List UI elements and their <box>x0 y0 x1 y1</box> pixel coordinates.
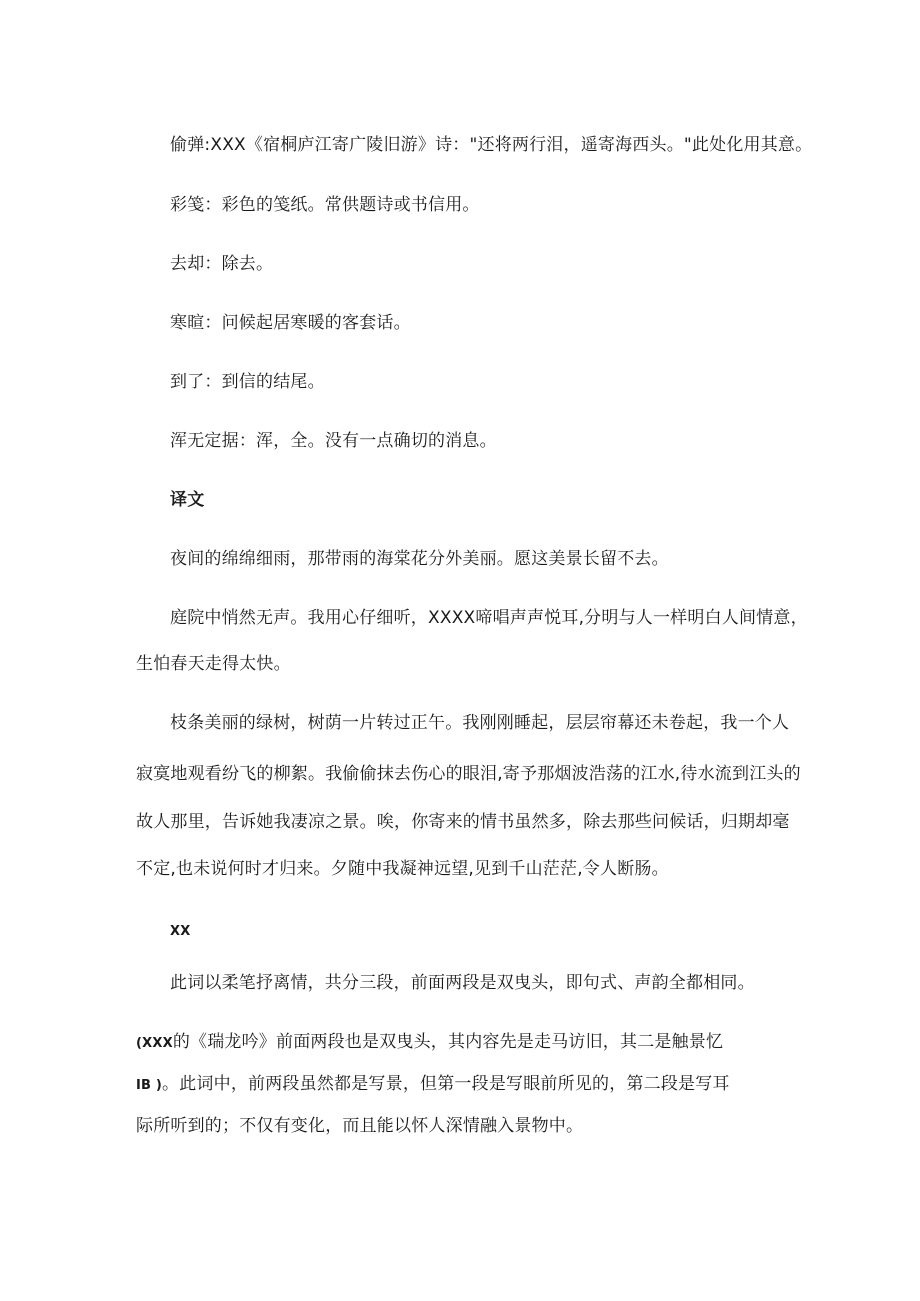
translation-heading: 译文 <box>170 490 205 510</box>
translation-paragraph-3-line-3: 故人那里，告诉她我凄凉之景。唉，你寄来的情书虽然多，除去那些问候话，归期却毫 <box>136 812 790 832</box>
appreciation-heading: XX <box>170 924 191 939</box>
note-daole: 到了：到信的结尾。 <box>170 372 325 392</box>
note-explanation: 除去。 <box>221 254 274 274</box>
author-placeholder: (XXX <box>136 1036 173 1051</box>
note-hanxuan: 寒暄：问候起居寒暖的客套话。 <box>170 313 411 333</box>
note-explanation: 问候起居寒暖的客套话。 <box>221 313 411 333</box>
translation-paragraph-1: 夜间的绵绵细雨，那带雨的海棠花分外美丽。愿这美景长留不去。 <box>170 549 669 569</box>
line-text: 的《瑞龙吟》前面两段也是双曳头，其内容先是走马访旧，其二是触景忆 <box>172 1032 724 1052</box>
appreciation-paragraph-1: 此词以柔笔抒离情，共分三段，前面两段是双曳头，即句式、声韵全都相同。 <box>170 973 755 993</box>
note-term: 偷弹 <box>170 135 205 155</box>
note-explanation: 浑，全。没有一点确切的消息。 <box>256 431 497 451</box>
translation-paragraph-3-line-1: 枝条美丽的绿树，树荫一片转过正午。我刚刚睡起，层层帘幕还未卷起，我一个人 <box>170 713 790 733</box>
note-term: 浑无定据 <box>170 431 239 451</box>
note-toudan: 偷弹:XXX《宿桐庐江寄广陵旧游》诗："还将两行泪，遥寄海西头。"此处化用其意。 <box>170 135 813 155</box>
translation-paragraph-3-line-2: 寂寞地观看纷飞的柳絮。我偷偷抹去伤心的眼泪,寄予那烟波浩荡的江水,待水流到江头的 <box>136 764 801 784</box>
note-caijian: 彩笺：彩色的笺纸。常供题诗或书信用。 <box>170 195 480 215</box>
appreciation-paragraph-2-line-1 <box>136 1030 723 1056</box>
note-term: 到了 <box>170 372 205 392</box>
appreciation-paragraph-2-line-2 <box>136 1072 730 1098</box>
note-term: 彩笺 <box>170 195 205 215</box>
note-explanation: 彩色的笺纸。常供题诗或书信用。 <box>221 195 480 215</box>
note-term: 去却 <box>170 254 205 274</box>
note-qujue: 去却：除去。 <box>170 254 274 274</box>
translation-paragraph-2-line-2: 生怕春天走得太快。 <box>136 654 291 674</box>
ocr-fragment: IB ) <box>136 1078 163 1093</box>
line-text: 。此词中，前两段虽然都是写景，但第一段是写眼前所见的，第二段是写耳 <box>162 1074 730 1094</box>
note-explanation: 到信的结尾。 <box>221 372 325 392</box>
appreciation-paragraph-2-line-3: 际所听到的；不仅有变化，而且能以怀人深情融入景物中。 <box>136 1116 584 1136</box>
translation-paragraph-2-line-1: 庭院中悄然无声。我用心仔细听，XXXX啼唱声声悦耳,分明与人一样明白人间情意， <box>170 608 808 628</box>
note-term: 寒暄 <box>170 313 205 333</box>
translation-paragraph-3-line-4: 不定,也未说何时才归来。夕随中我凝神远望,见到千山茫茫,令人断肠。 <box>136 859 669 879</box>
note-hunwudingju: 浑无定据：浑，全。没有一点确切的消息。 <box>170 431 497 451</box>
note-explanation: XXX《宿桐庐江寄广陵旧游》诗："还将两行泪，遥寄海西头。"此处化用其意。 <box>210 135 813 155</box>
